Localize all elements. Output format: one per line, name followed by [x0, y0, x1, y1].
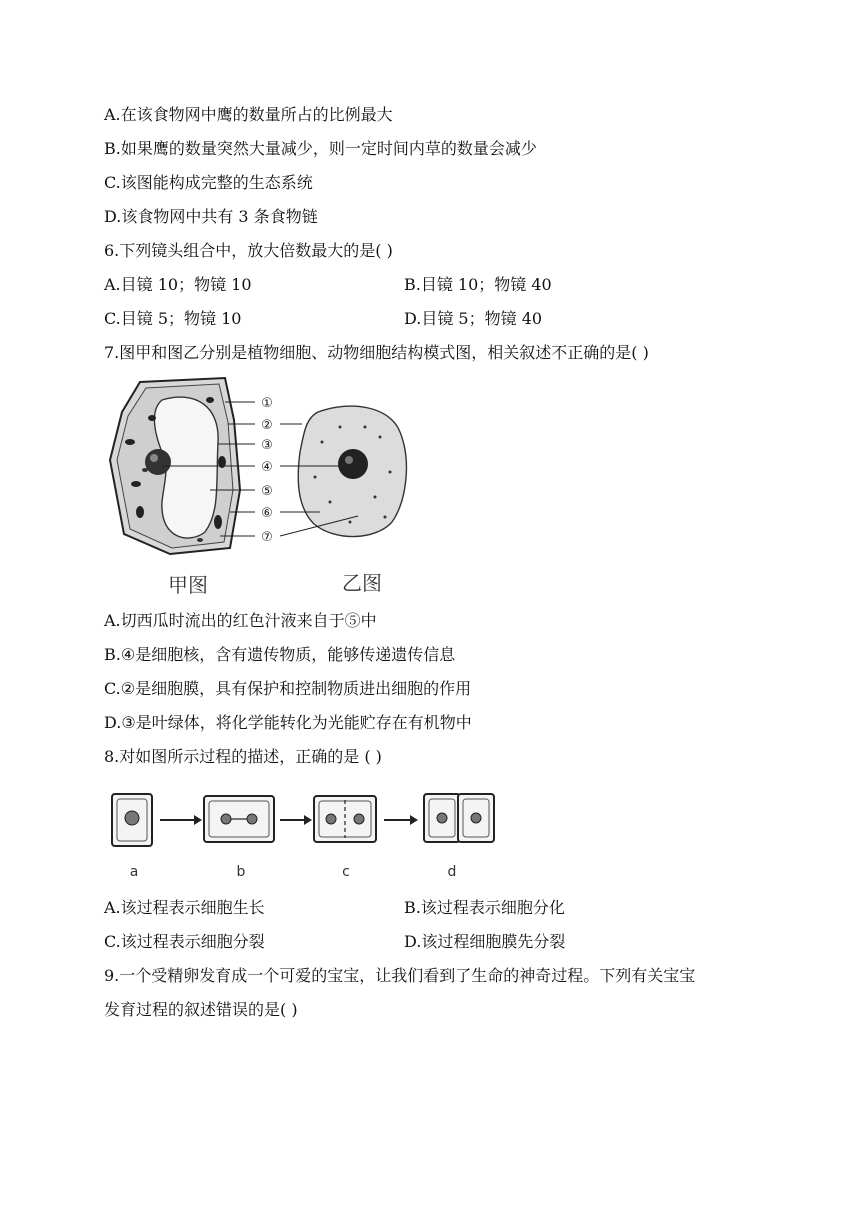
q7-option-a: A.切西瓜时流出的红色汁液来自于⑤中 — [104, 611, 377, 630]
cell-structure-diagram — [100, 372, 430, 604]
marker-2: ② — [261, 418, 273, 433]
q6-option-a: A.目镜 10；物镜 10 — [104, 275, 252, 294]
q8-option-b: B.该过程表示细胞分化 — [404, 898, 565, 917]
marker-6: ⑥ — [261, 506, 273, 521]
caption-animal-cell: 乙图 — [342, 571, 382, 595]
marker-3: ③ — [261, 438, 273, 453]
cell-b — [204, 796, 274, 842]
q9-stem-line1: 9.一个受精卵发育成一个可爱的宝宝，让我们看到了生命的神奇过程。下列有关宝宝 — [104, 966, 696, 985]
q7-option-b: B.④是细胞核，含有遗传物质，能够传递遗传信息 — [104, 645, 456, 664]
marker-5: ⑤ — [261, 484, 273, 499]
label-a: a — [129, 864, 139, 880]
q8-option-d: D.该过程细胞膜先分裂 — [404, 932, 566, 951]
q8-option-c: C.该过程表示细胞分裂 — [104, 932, 265, 951]
cell-division-figure — [104, 784, 504, 884]
cell-structure-figure — [100, 372, 430, 604]
label-c: c — [342, 864, 350, 880]
marker-4: ④ — [261, 460, 273, 475]
q6-option-d: D.目镜 5；物镜 40 — [404, 309, 543, 328]
q5-option-c: C.该图能构成完整的生态系统 — [104, 173, 313, 192]
marker-1: ① — [261, 396, 273, 411]
label-d: d — [447, 864, 457, 880]
cell-d — [424, 794, 494, 842]
q7-option-c: C.②是细胞膜，具有保护和控制物质进出细胞的作用 — [104, 679, 472, 698]
q7-stem: 7.图甲和图乙分别是植物细胞、动物细胞结构模式图，相关叙述不正确的是( ) — [104, 343, 649, 362]
q5-option-b: B.如果鹰的数量突然大量减少，则一定时间内草的数量会减少 — [104, 139, 537, 158]
cell-c — [314, 796, 376, 842]
q8-stem: 8.对如图所示过程的描述，正确的是 ( ) — [104, 747, 382, 766]
cell-a — [112, 794, 152, 846]
label-b: b — [236, 864, 246, 880]
q9-stem-line2: 发育过程的叙述错误的是( ) — [104, 1000, 298, 1019]
q6-option-c: C.目镜 5；物镜 10 — [104, 309, 242, 328]
q6-stem: 6.下列镜头组合中，放大倍数最大的是( ) — [104, 241, 393, 260]
q5-option-d: D.该食物网中共有 3 条食物链 — [104, 207, 318, 226]
caption-plant-cell: 甲图 — [168, 573, 208, 597]
q7-option-d: D.③是叶绿体，将化学能转化为光能贮存在有机物中 — [104, 713, 472, 732]
q8-option-a: A.该过程表示细胞生长 — [104, 898, 265, 917]
q6-option-b: B.目镜 10；物镜 40 — [404, 275, 552, 294]
cell-division-diagram — [104, 784, 504, 884]
q5-option-a: A.在该食物网中鹰的数量所占的比例最大 — [104, 105, 393, 124]
marker-7: ⑦ — [261, 530, 273, 545]
